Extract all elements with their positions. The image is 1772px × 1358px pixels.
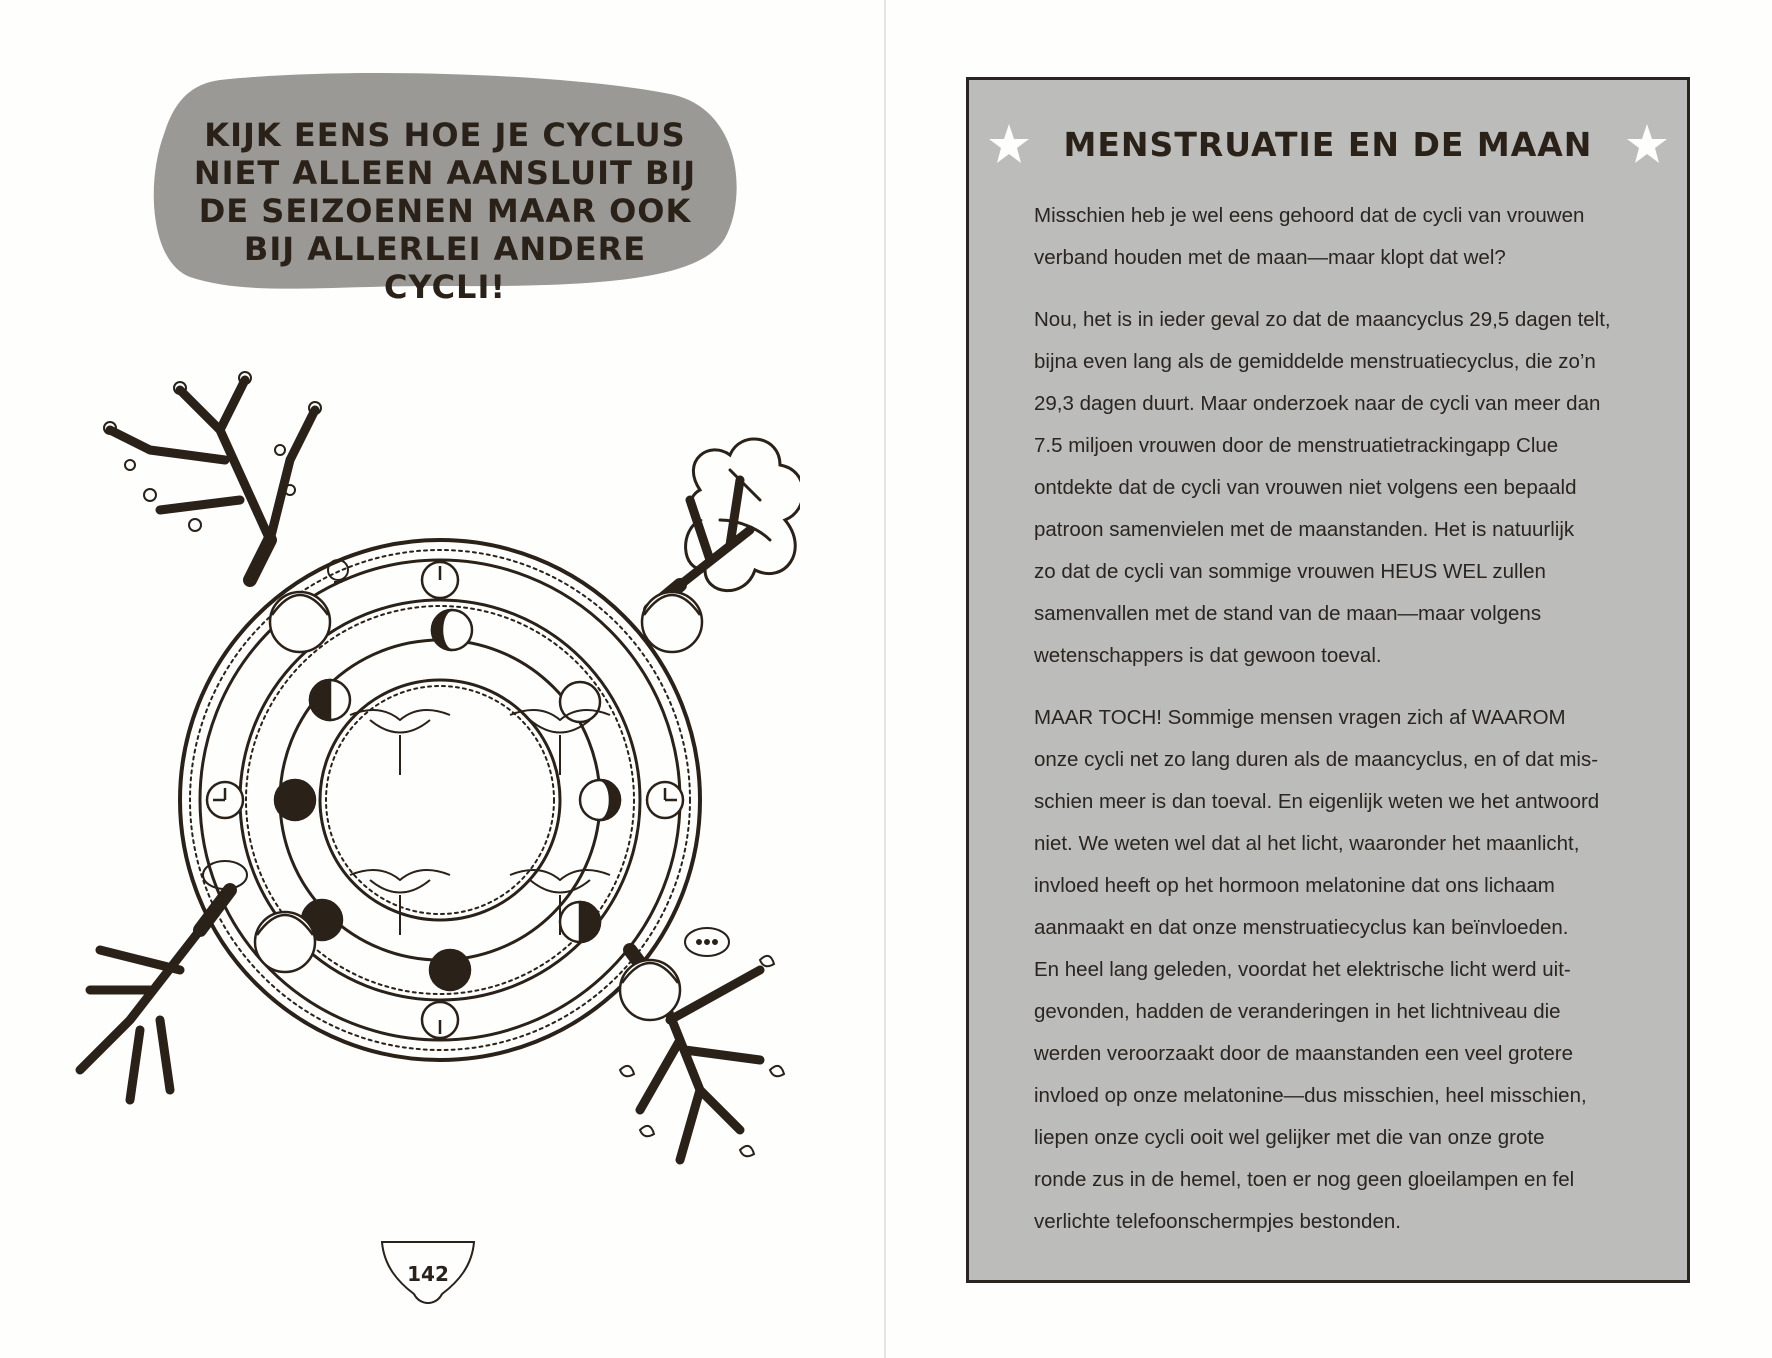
text-line: liepen onze cycli ooit wel gelijker met die van onze grote (1034, 1126, 1545, 1149)
text-line: 29,3 dagen duurt. Maar onderzoek naar de cycli van meer dan (1034, 392, 1601, 415)
box-body (1034, 195, 1659, 1263)
page-number-badge (378, 1236, 478, 1312)
tree-icon (110, 380, 315, 580)
text-line: samenvallen met de stand van de maan—maar volgens (1034, 602, 1542, 625)
dots-bubble (685, 928, 729, 956)
text-line: patroon samenvielen met de maanstanden. Het is natuurlijk (1034, 518, 1575, 541)
text-line: zo dat de cycli van sommige vrouwen HEUS WEL zullen (1034, 560, 1546, 583)
text-line: wetenschappers is dat gewoon toeval. (1034, 644, 1382, 667)
text-line: Misschien heb je wel eens gehoord dat de cycli van vrouwen (1034, 204, 1585, 227)
text-line: En heel lang geleden, voordat het elektrische licht werd uit- (1034, 958, 1571, 981)
paragraph (1034, 195, 1659, 279)
text-line: ronde zus in de hemel, toen er nog geen gloeilampen en fel (1034, 1168, 1575, 1191)
text-line: niet. We weten wel dat al het licht, waaronder het maanlicht, (1034, 832, 1580, 855)
bubble-line: KIJK EENS HOE JE CYCLUS (204, 116, 686, 154)
text-line: gevonden, hadden de veranderingen in het lichtniveau die (1034, 1000, 1561, 1023)
zzz-bubble (203, 861, 247, 889)
page-number: 142 (407, 1262, 449, 1286)
box-title: MENSTRUATIE EN DE MAAN (1063, 124, 1593, 164)
left-page (0, 0, 884, 1358)
bubble-line: DE SEIZOENEN MAAR OOK (198, 192, 692, 230)
tree-icon (80, 890, 230, 1100)
star-icon (1625, 122, 1669, 166)
bubble-line: NIET ALLEEN AANSLUIT BIJ (193, 154, 697, 192)
text-line: werden veroorzaakt door de maanstanden een veel grotere (1034, 1042, 1574, 1065)
text-line: invloed op onze melatonine—dus misschien, heel misschien, (1034, 1084, 1587, 1107)
bubble-text (190, 116, 700, 306)
text-line: bijna even lang als de gemiddelde menstruatiecyclus, die zo’n (1034, 350, 1596, 373)
text-line: 7.5 miljoen vrouwen door de menstruatietrackingapp Clue (1034, 434, 1559, 457)
box-header (969, 122, 1687, 182)
paragraph (1034, 697, 1659, 1243)
paragraph (1034, 299, 1659, 677)
text-line: verlichte telefoonschermpjes bestonden. (1034, 1210, 1401, 1233)
speech-bubble (150, 72, 740, 306)
bubble-line: BIJ ALLERLEI ANDERE CYCLI! (243, 230, 647, 306)
text-line: onze cycli net zo lang duren als de maancyclus, en of dat mis- (1034, 748, 1599, 771)
text-line: MAAR TOCH! Sommige mensen vragen zich af WAAROM (1034, 706, 1566, 729)
text-line: aanmaakt en dat onze menstruatiecyclus kan beïnvloeden. (1034, 916, 1569, 939)
text-line: schien meer is dan toeval. En eigenlijk weten we het antwoord (1034, 790, 1600, 813)
text-line: ontdekte dat de cycli van vrouwen niet volgens een bepaald (1034, 476, 1577, 499)
cycle-illustration (40, 370, 800, 1230)
text-line: invloed heeft op het hormoon melatonine dat ons lichaam (1034, 874, 1555, 897)
star-icon (987, 122, 1031, 166)
text-line: Nou, het is in ieder geval zo dat de maancyclus 29,5 dagen telt, (1034, 308, 1611, 331)
info-box (966, 77, 1690, 1283)
text-line: verband houden met de maan—maar klopt dat wel? (1034, 246, 1506, 269)
